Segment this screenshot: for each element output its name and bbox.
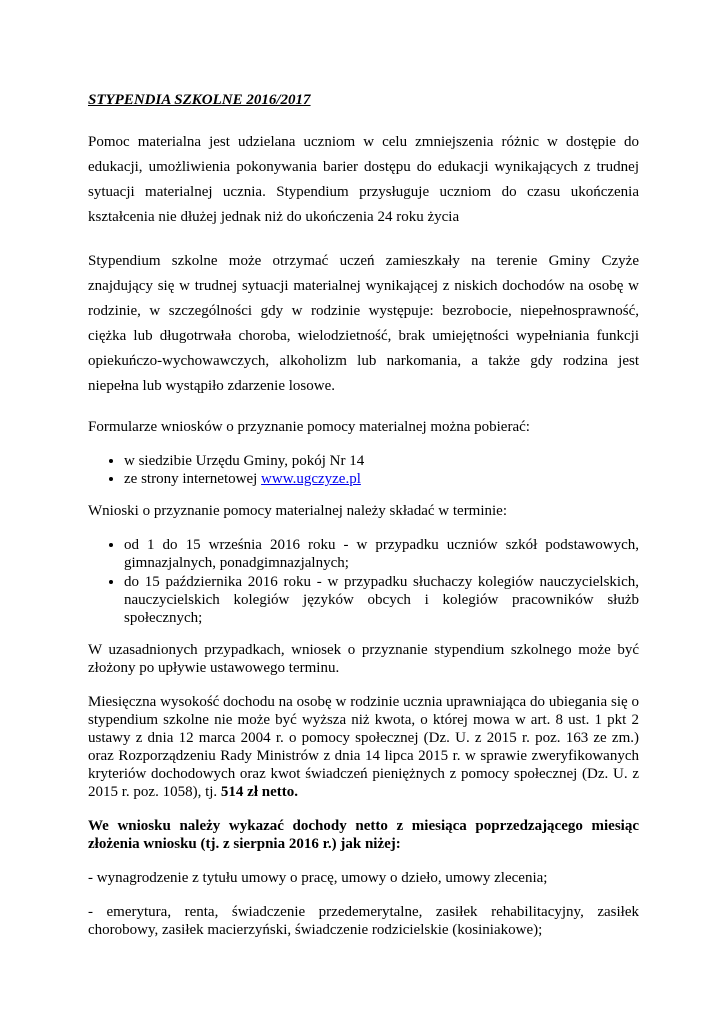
- income-paragraph: [88, 693, 639, 801]
- income-heading: We wniosku należy wykazać dochody netto z miesiąca poprzedzającego miesiąc złożenia wniosku (tj. z sierpnia 2016 r.) jak niżej:: [88, 818, 639, 852]
- income-text: Miesięczna wysokość dochodu na osobę w rodzinie ucznia uprawniająca do ubiegania się o stypendium szkolne nie może być wyższa niż kwota, o której mowa w art. 8 ust. 1 pkt 2 ustawy z dnia 12 marca 2004 r. o pomocy społecznej (Dz. U. z 2015 r. poz. 163 ze zm.) oraz Rozporządzeniu Rady Ministrów z dnia 14 lipca 2015 r. w sprawie zweryfikowanych kryteriów dochodowych oraz kwot świadczeń pieniężnych z pomocy społecznej (Dz. U. z 2015 r. poz. 1058), tj.: [88, 694, 639, 800]
- income-item-salary: - wynagrodzenie z tytułu umowy o pracę, umowy o dzieło, umowy zlecenia;: [88, 870, 548, 886]
- document-title: STYPENDIA SZKOLNE 2016/2017: [88, 92, 311, 108]
- forms-intro: Formularze wniosków o przyznanie pomocy materialnej można pobierać:: [88, 419, 530, 435]
- income-item-pension: - emerytura, renta, świadczenie przedemerytalne, zasiłek rehabilitacyjny, zasiłek chorobowy, zasiłek macierzyński, świadczenie rodzicielskie (kosiniakowe);: [88, 904, 639, 938]
- list-item: • do 15 października 2016 roku - w przypadku słuchaczy kolegiów nauczycielskich, nauczycielskich kolegiów języków obcych i kolegiów pracowników służb społecznych;: [124, 573, 639, 627]
- list-item: • od 1 do 15 września 2016 roku - w przypadku uczniów szkół podstawowych, gimnazjalnych, ponadgimnazjalnych;: [124, 536, 639, 572]
- website-link[interactable]: www.ugczyze.pl: [261, 471, 361, 487]
- deadline-intro: Wnioski o przyznanie pomocy materialnej należy składać w terminie:: [88, 503, 508, 519]
- list-item: • w siedzibie Urzędu Gminy, pokój Nr 14: [124, 452, 639, 470]
- list-item: [124, 470, 639, 488]
- income-amount: 514 zł netto.: [220, 784, 298, 800]
- document-page: [88, 90, 639, 955]
- deadline-list: [88, 536, 639, 627]
- intro-paragraph: Pomoc materialna jest udzielana uczniom w celu zmniejszenia różnic w dostępie do edukacji, umożliwienia pokonywania barier dostępu do edukacji wynikających z trudnej sytuacji materialnej ucznia. Stypendium przysługuje uczniom do czasu ukończenia kształcenia nie dłużej jednak niż do ukończenia 24 roku życia: [88, 134, 639, 225]
- forms-list: [88, 452, 639, 488]
- justified-cases-paragraph: W uzasadnionych przypadkach, wniosek o przyznanie stypendium szkolnego może być złożony po upływie ustawowego terminu.: [88, 642, 639, 676]
- list-item-text: ze strony internetowej: [124, 471, 262, 487]
- eligibility-paragraph: Stypendium szkolne może otrzymać uczeń zamieszkały na terenie Gminy Czyże znajdujący się w trudnej sytuacji materialnej wynikającej z niskich dochodów na osobę w rodzinie, w szczególności gdy w rodzinie występuje: bezrobocie, niepełnosprawność, ciężka lub długotrwała choroba, wielodzietność, brak umiejętności wypełniania funkcji opiekuńczo-wychowawczych, alkoholizm lub narkomania, a także gdy rodzina jest niepełna lub wystąpiło zdarzenie losowe.: [88, 253, 639, 394]
